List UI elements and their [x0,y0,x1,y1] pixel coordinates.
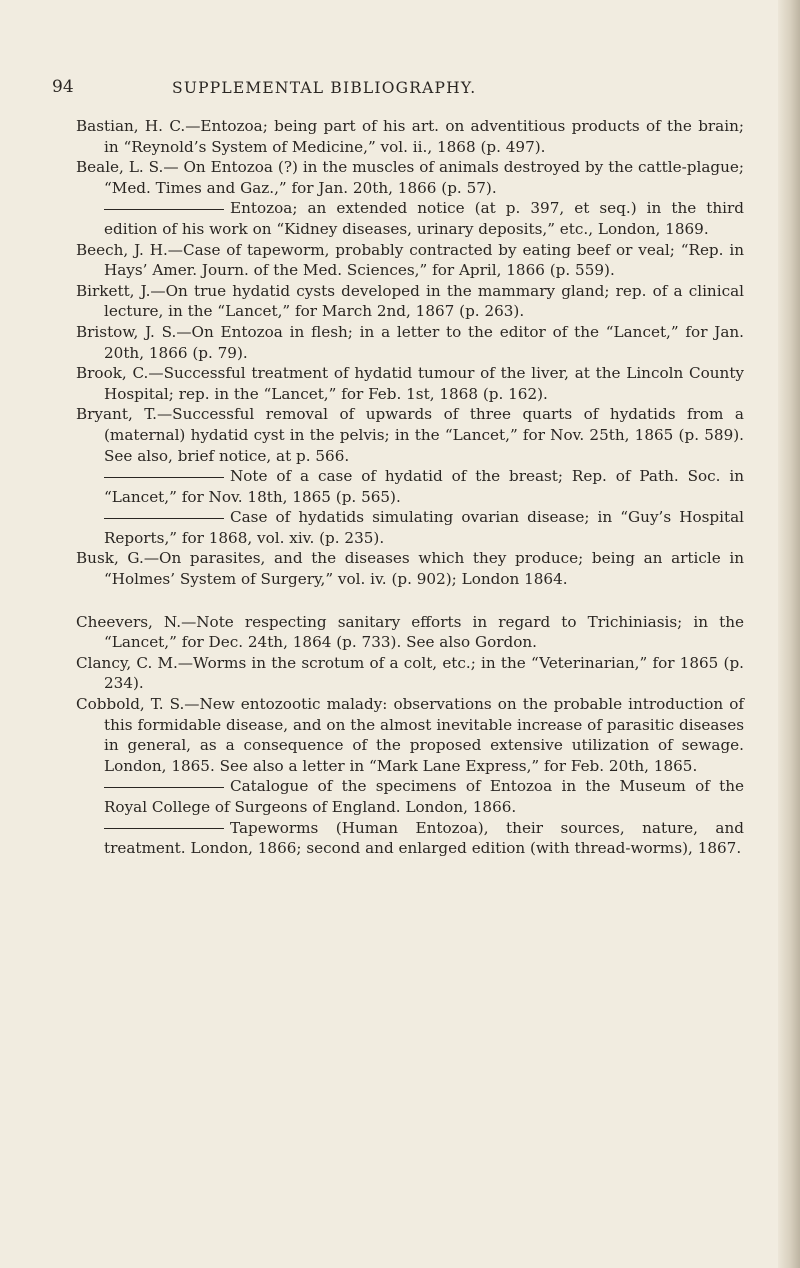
bibliography-entry: Bristow, J. S.—On Entozoa in flesh; in a letter to the editor of the “Lancet,” for Jan. 20th, 1866 (p. 79). [76,322,744,362]
bibliography-entry: Cobbold, T. S.—New entozootic malady: observations on the probable introduction of this formidable disease, and on the almost inevitable increase of parasitic diseases in general, as a consequence of the proposed extensive utilization of sewage. London, 1865. See also a letter in “Mark Lane Express,” for Feb. 20th, 1865. [76,695,744,775]
ditto-rule [104,787,224,788]
bibliography-entry: Bastian, H. C.—Entozoa; being part of his art. on adventitious products of the brain; in “Reynold’s System of Medicine,” vol. ii., 1868 (p. 497). [76,117,744,156]
bibliography-entry: Beale, L. S.— On Entozoa (?) in the muscles of animals destroyed by the cattle-plague; “Med. Times and Gaz.,” for Jan. 20th, 1866 (p. 57). [76,158,744,197]
page-edge-shadow [778,0,800,1268]
bibliography-entry: Beech, J. H.—Case of tapeworm, probably contracted by eating beef or veal; “Rep. in Hays’ Amer. Journ. of the Med. Sciences,” for April, 1866 (p. 559). [76,240,744,280]
bibliography-entry: Cheevers, N.—Note respecting sanitary efforts in regard to Trichiniasis; in the “Lancet,” for Dec. 24th, 1864 (p. 733). See also Gordon. [76,612,744,652]
running-head: SUPPLEMENTAL BIBLIOGRAPHY. [172,79,477,97]
ditto-rule [104,209,224,210]
ditto-rule [104,828,224,829]
bibliography-entry: Brook, C.—Successful treatment of hydatid tumour of the liver, at the Lincoln County Hospital; rep. in the “Lancet,” for Feb. 1st, 1868 (p. 162). [76,364,744,403]
bibliography-list [76,116,744,859]
bibliography-entry: Catalogue of the specimens of Entozoa in the Museum of the Royal College of Surgeons of England. London, 1866. [104,777,744,816]
bibliography-entry: Bryant, T.—Successful removal of upwards of three quarts of hydatids from a (maternal) hydatid cyst in the pelvis; in the “Lancet,” for Nov. 25th, 1865 (p. 589). See also, brief notice, at p. 566. [76,405,744,465]
bibliography-entry: Entozoa; an extended notice (at p. 397, et seq.) in the third edition of his work on “Kidney diseases, urinary deposits,” etc., London, 1869. [104,199,744,238]
page-number: 94 [52,77,74,97]
bibliography-entry: Busk, G.—On parasites, and the diseases which they produce; being an article in “Holmes’ System of Surgery,” vol. iv. (p. 902); London 1864. [76,549,744,589]
bibliography-entry: Note of a case of hydatid of the breast; Rep. of Path. Soc. in “Lancet,” for Nov. 18th, 1865 (p. 565). [104,467,744,506]
section-gap [76,590,744,612]
ditto-rule [104,518,224,519]
bibliography-entry: Tapeworms (Human Entozoa), their sources, nature, and treatment. London, 1866; second and enlarged edition (with thread-worms), 1867. [104,818,744,858]
page-header [52,77,732,101]
bibliography-entry: Clancy, C. M.—Worms in the scrotum of a colt, etc.; in the “Veterinarian,” for 1865 (p. 234). [76,653,744,693]
bibliography-entry: Birkett, J.—On true hydatid cysts developed in the mammary gland; rep. of a clinical lecture, in the “Lancet,” for March 2nd, 1867 (p. 263). [76,281,744,321]
bibliography-entry: Case of hydatids simulating ovarian disease; in “Guy’s Hospital Reports,” for 1868, vol. xiv. (p. 235). [104,508,744,547]
ditto-rule [104,477,224,478]
